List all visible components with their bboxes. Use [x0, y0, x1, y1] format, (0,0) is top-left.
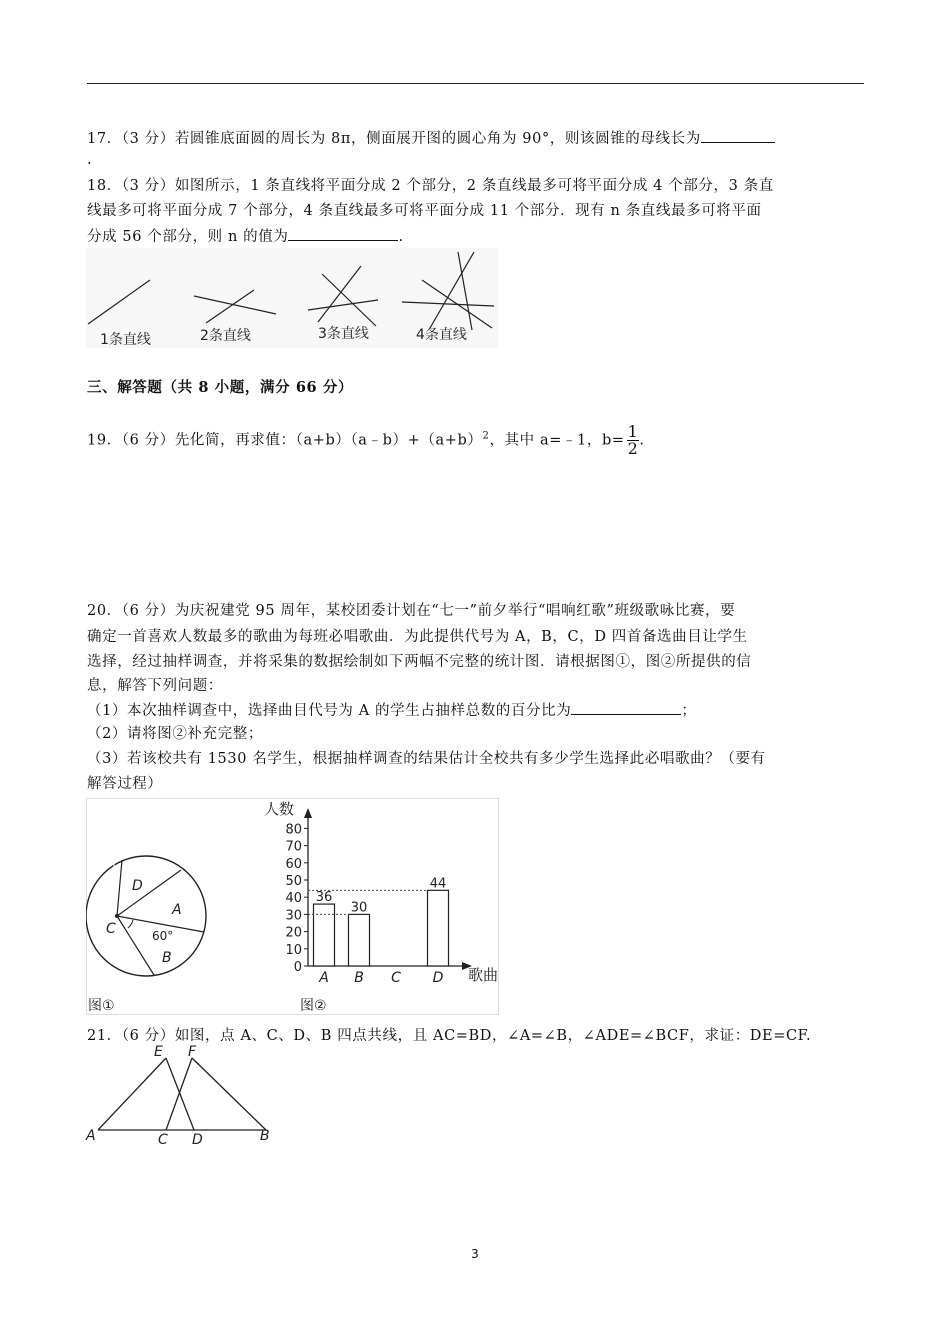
fig4-caption: 4条直线 [416, 327, 467, 343]
x-tick-label: D [432, 970, 444, 986]
q20-line1: 20．（6 分）为庆祝建党 95 周年，某校团委计划在“七一”前夕举行“唱响红歌”班级歌咏比赛，要 [87, 603, 736, 619]
point-b-label: B [260, 1128, 270, 1144]
point-e-label: E [154, 1044, 163, 1060]
q18-answer-blank[interactable] [288, 226, 398, 241]
bar-chart [264, 800, 498, 1014]
pie-angle-label: 60° [152, 929, 174, 943]
q19-text: 19．（6 分）先化简，再求值：（a+b）（a﹣b）+（a+b） [87, 432, 483, 449]
q20-sub3a: （3）若该校共有 1530 名学生，根据抽样调查的结果估计全校共有多少学生选择此必唱歌曲？（要有 [87, 751, 766, 767]
pie-caption: 图① [88, 998, 115, 1014]
fig2-caption: 2条直线 [200, 328, 251, 344]
point-c-label: C [158, 1132, 168, 1148]
point-d-label: D [192, 1132, 203, 1148]
y-tick-label: 10 [285, 942, 302, 958]
pie-center [115, 914, 119, 918]
y-tick-label: 50 [285, 874, 302, 889]
y-tick-label: 20 [285, 925, 302, 941]
line-ae [98, 1058, 166, 1130]
bar-a [314, 904, 335, 966]
q20-sub2: （2）请将图②补充完整； [87, 726, 263, 742]
q20-sub1 [87, 700, 867, 721]
page-number: 3 [471, 1247, 479, 1261]
q19-fraction [627, 424, 640, 457]
q19-end: . [639, 432, 645, 449]
fig1-caption: 1条直线 [100, 332, 151, 348]
q17-answer-blank[interactable] [701, 128, 775, 143]
q18-line1: 18．（3 分）如图所示，1 条直线将平面分成 2 个部分，2 条直线最多可将平面分成 4 个部分，3 条直 [87, 178, 774, 194]
x-tick-label: B [354, 970, 364, 986]
q20-answer-blank[interactable] [571, 700, 681, 715]
q20-line3: 选择，经过抽样调查，并将采集的数据绘制如下两幅不完整的统计图．请根据图①，图②所提供的信 [87, 654, 752, 670]
bar-chart-caption: 图② [300, 998, 327, 1014]
q19-text2: ，其中 a=﹣1，b= [489, 432, 625, 449]
q19-denominator: 2 [627, 439, 639, 458]
q18-line3-text: 分成 56 个部分，则 n 的值为 [87, 229, 289, 245]
q17-line [87, 128, 867, 149]
y-tick-label: 0 [293, 960, 302, 975]
pie-label-d: D [132, 878, 143, 894]
bar-d [428, 890, 449, 966]
pie-label-a: A [172, 902, 182, 918]
q21-text: 21．（6 分）如图，点 A、C、D、B 四点共线，且 AC=BD，∠A=∠B，∠ADE=∠BCF，求证：DE=CF. [87, 1028, 812, 1044]
y-tick-label: 30 [285, 908, 302, 924]
section-title: 三、解答题（共 8 小题，满分 66 分） [87, 379, 354, 396]
pie-chart [86, 856, 206, 1014]
q21-figure [82, 1044, 278, 1148]
y-tick-label: 80 [285, 822, 302, 838]
bar-label-d: 44 [429, 876, 447, 892]
q18-line2: 线最多可将平面分成 7 个部分，4 条直线最多可将平面分成 11 个部分．现有 n 条直线最多可将平面 [87, 203, 762, 219]
pie-circle [86, 856, 206, 976]
x-tick-label: C [391, 970, 401, 986]
x-tick-label: A [319, 970, 329, 986]
q20-line2: 确定一首喜欢人数最多的歌曲为每班必唱歌曲．为此提供代号为 A，B，C，D 四首备选曲目让学生 [87, 629, 748, 645]
pie-label-c: C [106, 921, 116, 937]
line-fb [192, 1058, 266, 1130]
y-axis-arrow [304, 808, 312, 818]
x-axis-label: 歌曲 [468, 966, 499, 984]
q20-sub1-text: （1）本次抽样调查中，选择曲目代号为 A 的学生占抽样总数的百分比为 [87, 703, 572, 719]
y-axis-label: 人数 [264, 800, 295, 818]
fig3-caption: 3条直线 [318, 326, 369, 342]
q19-sup: 2 [482, 430, 490, 442]
q18-lines-figure [86, 248, 498, 348]
q20-sub1-end: ； [681, 703, 697, 719]
q17-tail: . [87, 152, 93, 168]
bar-label-b: 30 [350, 900, 368, 916]
y-tick-label: 40 [285, 891, 302, 907]
pie-label-b: B [162, 950, 172, 966]
q18-line3 [87, 226, 867, 247]
header-rule [87, 83, 864, 84]
bar-label-a: 36 [315, 890, 333, 906]
q17-text: 17．（3 分）若圆锥底面圆的周长为 8π，侧面展开图的圆心角为 90°，则该圆锥的母线长为 [87, 131, 701, 147]
q20-sub3b: 解答过程） [87, 776, 163, 792]
point-a-label: A [86, 1128, 96, 1144]
y-tick-label: 60 [285, 856, 302, 872]
bar-b [349, 914, 370, 966]
q18-line3-end: . [398, 229, 404, 245]
q19-line [87, 424, 867, 457]
point-f-label: F [188, 1044, 197, 1060]
q20-line4: 息，解答下列问题： [87, 678, 223, 694]
q20-figures [86, 798, 500, 1016]
y-tick-label: 70 [285, 839, 302, 855]
q19-numerator: 1 [627, 422, 639, 441]
